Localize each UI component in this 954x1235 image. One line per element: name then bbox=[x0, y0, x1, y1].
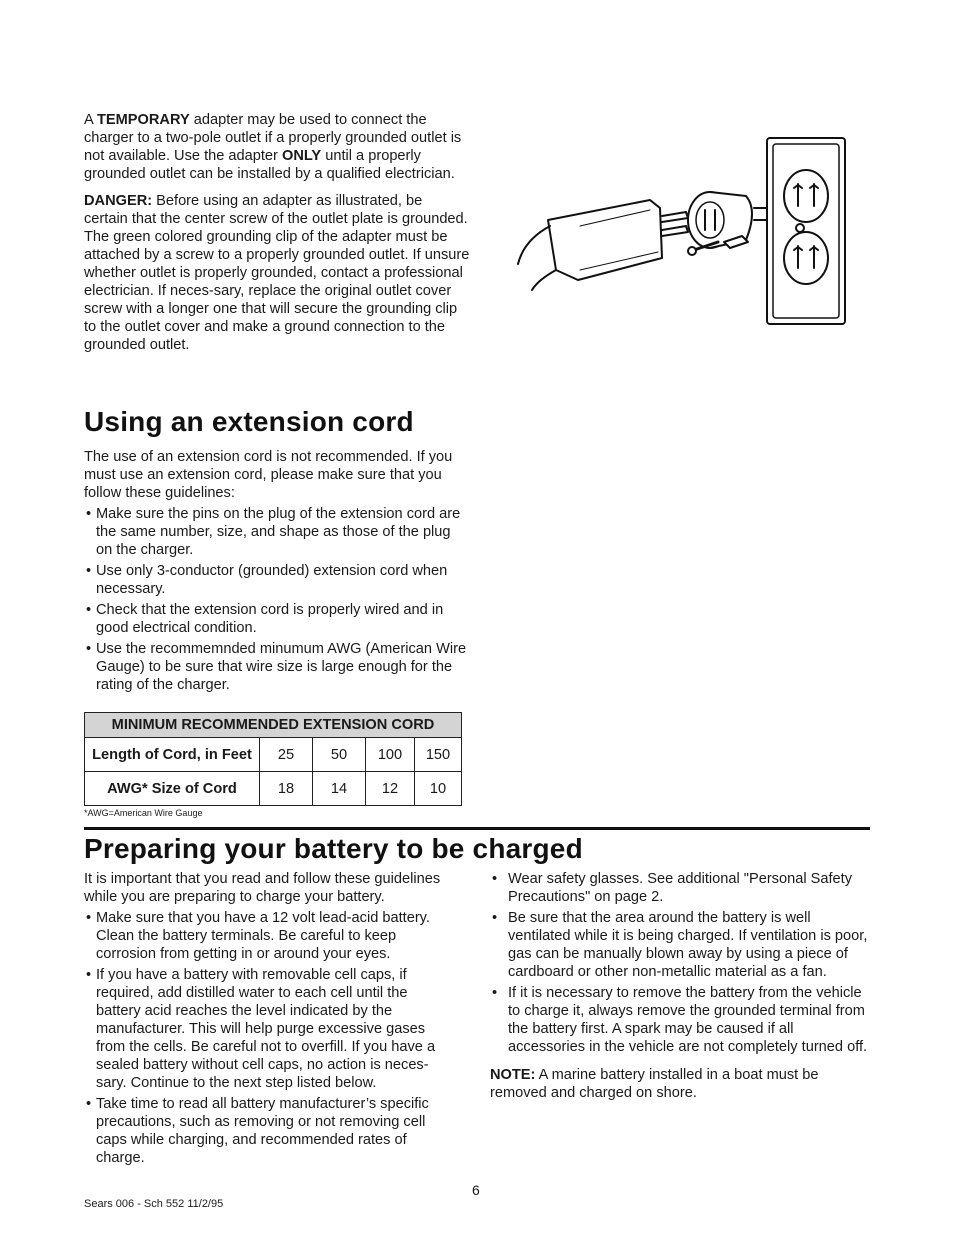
table-row bbox=[85, 772, 462, 806]
extension-cord-table bbox=[84, 712, 462, 806]
list-item: • If you have a battery with removable cell caps, if required, add distilled water to each cell until the battery acid reaches the level indicated by the manufacturer. This will help purge excessive gases from the cells. Be careful not to overfill. If you have a sealed battery without cell caps, no action is neces-sary. Continue to the next step listed below. bbox=[84, 966, 450, 1092]
danger-paragraph: DANGER: Before using an adapter as illustrated, be certain that the center screw of the outlet plate is grounded. The green colored grounding clip of the adapter must be attached by a screw to a properly grounded outlet. If unsure whether outlet is properly grounded, contact a professional electrician. If neces-sary, replace the original outlet cover screw with a longer one that will secure the grounding clip to the outlet cover and make a ground connection to the grounded outlet. bbox=[84, 193, 470, 353]
battery-left-bullets bbox=[84, 909, 450, 1167]
battery-right-column bbox=[490, 870, 872, 1102]
row-label: AWG* Size of Cord bbox=[85, 772, 260, 806]
page-number: 6 bbox=[472, 1182, 480, 1198]
extension-cord-heading: Using an extension cord bbox=[84, 406, 414, 437]
adapter-outlet-illustration bbox=[510, 130, 855, 330]
temporary-emphasis: TEMPORARY bbox=[96, 112, 190, 128]
row-label: Length of Cord, in Feet bbox=[85, 738, 260, 772]
battery-right-bullets bbox=[490, 870, 872, 1056]
table-cell: 100 bbox=[366, 738, 415, 772]
table-footnote: *AWG=American Wire Gauge bbox=[84, 808, 203, 818]
adapter-paragraph: A TEMPORARY adapter may be used to connect the charger to a two-pole outlet if a properly grounded outlet is not available. Use the adapter ONLY until a properly grounded outlet can be installed by a qualified electrician. bbox=[84, 112, 462, 182]
list-item: • Take time to read all battery manufacturer’s specific precautions, such as removing or not removing cell caps while charging, and recommended rates of charge. bbox=[84, 1095, 450, 1167]
extension-intro: The use of an extension cord is not recommended. If you must use an extension cord, please make sure that you follow these guidelines: bbox=[84, 449, 453, 501]
only-emphasis: ONLY bbox=[281, 148, 322, 164]
list-item: • Wear safety glasses. See additional "Personal Safety Precautions" on page 2. bbox=[490, 870, 872, 906]
table-cell: 18 bbox=[260, 772, 313, 806]
marine-battery-note: NOTE: A marine battery installed in a boat must be removed and charged on shore. bbox=[490, 1067, 819, 1101]
battery-left-column bbox=[84, 870, 470, 1170]
table-cell: 50 bbox=[313, 738, 366, 772]
list-item: • Use only 3-conductor (grounded) extension cord when necessary. bbox=[84, 562, 470, 598]
battery-prep-heading: Preparing your battery to be charged bbox=[84, 833, 583, 864]
list-item: • Check that the extension cord is properly wired and in good electrical condition. bbox=[84, 601, 470, 637]
extension-bullet-list bbox=[84, 505, 470, 694]
table-cell: 25 bbox=[260, 738, 313, 772]
table-cell: 14 bbox=[313, 772, 366, 806]
list-item: • Make sure the pins on the plug of the extension cord are the same number, size, and shape as those of the plug on the charger. bbox=[84, 505, 470, 559]
table-cell: 12 bbox=[366, 772, 415, 806]
list-item: • If it is necessary to remove the battery from the vehicle to charge it, always remove the grounded terminal from the battery first. A spark may be caused if all accessories in the vehicle are not completely turned off. bbox=[490, 984, 872, 1056]
table-row bbox=[85, 738, 462, 772]
note-label: NOTE: bbox=[490, 1067, 536, 1083]
list-item: • Make sure that you have a 12 volt lead-acid battery. Clean the battery terminals. Be careful to keep corrosion from getting in or around your eyes. bbox=[84, 909, 450, 963]
danger-label: DANGER: bbox=[84, 193, 153, 209]
table-header-row bbox=[85, 713, 462, 738]
table-header: MINIMUM RECOMMENDED EXTENSION CORD bbox=[85, 713, 462, 738]
job-info: Sears 006 - Sch 552 11/2/95 bbox=[84, 1198, 224, 1210]
list-item: • Use the recommemnded minumum AWG (American Wire Gauge) to be sure that wire size is large enough for the rating of the charger. bbox=[84, 640, 470, 694]
list-item: • Be sure that the area around the battery is well ventilated while it is being charged. If ventilation is poor, gas can be manually blown away by using a piece of cardboard or other non-metallic material as a fan. bbox=[490, 909, 872, 981]
section-divider bbox=[84, 827, 870, 830]
table-cell: 10 bbox=[415, 772, 462, 806]
table-cell: 150 bbox=[415, 738, 462, 772]
battery-intro: It is important that you read and follow these guidelines while you are preparing to charge your battery. bbox=[84, 871, 441, 905]
adapter-instructions bbox=[84, 111, 470, 354]
extension-cord-guidelines bbox=[84, 448, 470, 697]
